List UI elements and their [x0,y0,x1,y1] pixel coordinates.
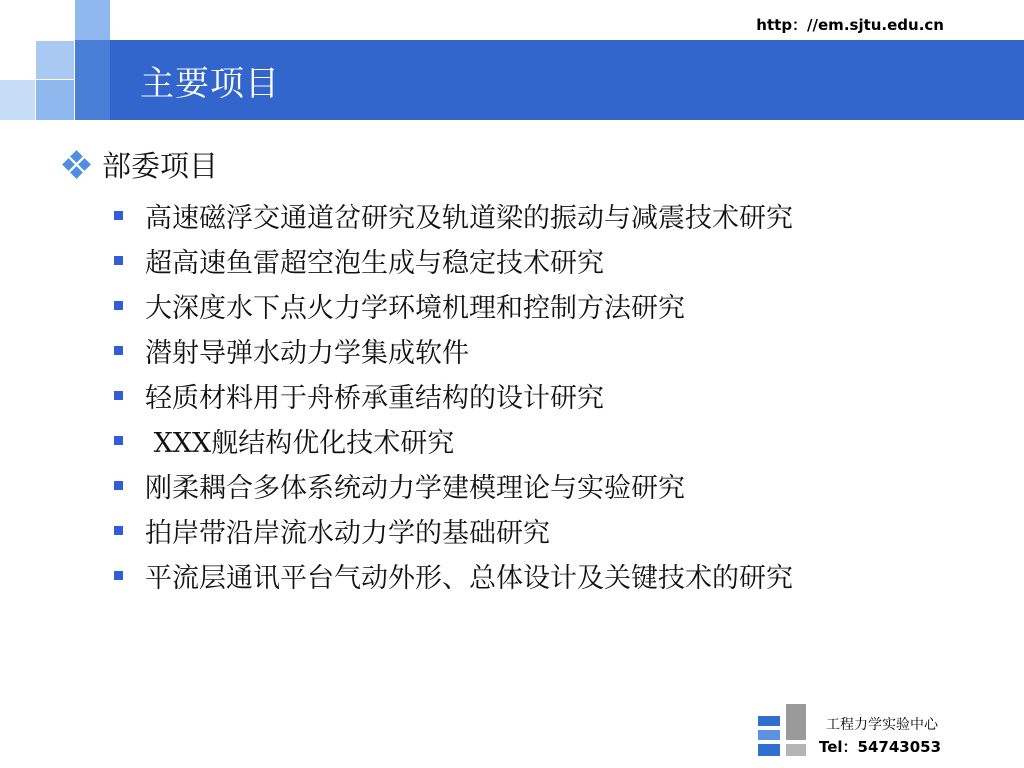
list-item [114,508,793,553]
list-item-text: 轻质材料用于舟桥承重结构的设计研究 [145,383,604,414]
square-bullet-icon [114,346,123,355]
square-bullet-icon [114,481,123,490]
list-item-text: 潜射导弹水动力学集成软件 [145,338,469,369]
list-item-text: 高速磁浮交通道岔研究及轨道梁的振动与减震技术研究 [145,203,793,234]
four-diamond-bullet-icon [64,152,90,178]
list-item-text: 超高速鱼雷超空泡生成与稳定技术研究 [145,248,604,279]
list-item-text: 大深度水下点火力学环境机理和控制方法研究 [145,293,685,324]
header-url: http：//em.sjtu.edu.cn [756,16,944,34]
square-bullet-icon [114,256,123,265]
square-bullet-icon [114,436,123,445]
page-title: 主要项目 [140,64,280,104]
project-list [114,193,793,598]
list-item [114,373,793,418]
header-square [75,0,110,40]
list-item [114,238,793,283]
list-item-text: 刚柔耦合多体系统动力学建模理论与实验研究 [145,473,685,504]
list-item [114,328,793,373]
header-square [36,80,74,120]
title-bar-accent [75,40,110,120]
header-square [36,41,74,79]
lab-logo-icon [758,704,810,758]
square-bullet-icon [114,571,123,580]
square-bullet-icon [114,211,123,220]
list-item [114,463,793,508]
header-square [0,80,35,120]
list-item [114,193,793,238]
list-item [114,283,793,328]
list-item-text: 拍岸带沿岸流水动力学的基础研究 [145,518,550,549]
square-bullet-icon [114,301,123,310]
list-item-text: 平流层通讯平台气动外形、总体设计及关键技术的研究 [145,563,793,594]
square-bullet-icon [114,391,123,400]
list-item [114,418,793,463]
square-bullet-icon [114,526,123,535]
header-square [0,0,35,40]
section-heading [64,144,218,185]
section-heading-text: 部委项目 [102,149,219,183]
footer-tel: Tel：54743053 [819,738,942,756]
list-item [114,553,793,598]
list-item-text: XXX舰结构优化技术研究 [145,428,455,459]
footer-center-name: 工程力学实验中心 [826,717,938,733]
